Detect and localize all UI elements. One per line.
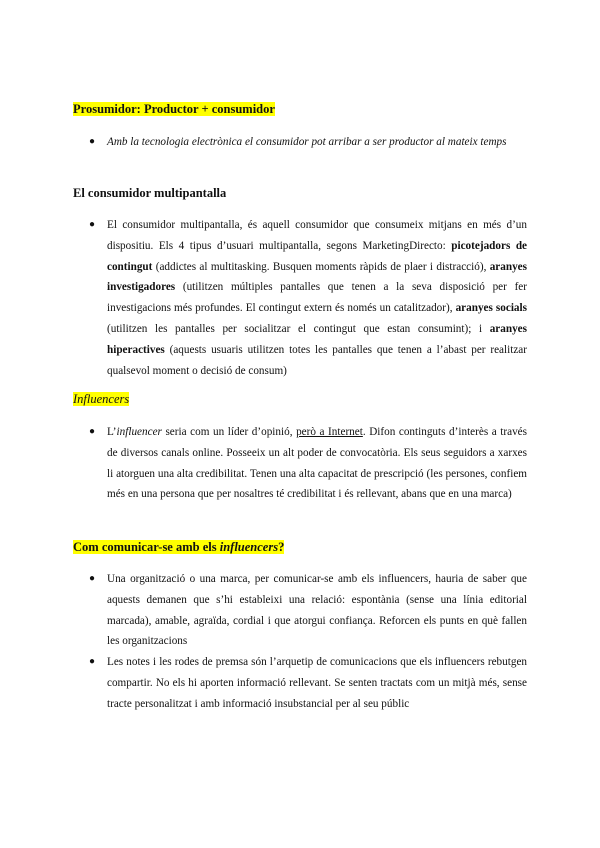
list-item-text: Amb la tecnologia electrònica el consumidor pot arribar a ser productor al mateix temps [107,136,507,148]
heading-comunicar-part-a: Com comunicar-se amb els [73,540,220,554]
list-item-influencers [88,422,528,505]
heading-influencers [73,391,129,407]
heading-influencers-text: Influencers [73,392,130,406]
text-run: (aquests usuaris utilitzen totes les pantalles que tenen a l’abast per realitzar qualsevol moment o decisió de consum) [107,343,527,377]
term-aranyes-hiperactives: aranyes hiperactives [107,322,527,356]
bullet-icon: ● [88,219,96,230]
heading-prosumidor [73,101,275,117]
list-item-comunicar [88,652,527,714]
term-picotejadors: picotejadors de contingut [107,239,528,273]
text-run: (addictes al multitasking. Busquen moments ràpids de plaer i distracció), [152,260,490,273]
heading-prosumidor-text: Prosumidor: Productor + consumidor [73,102,275,116]
list-item-text: Una organització o una marca, per comunicar-se amb els influencers, hauria de saber que aquests demanen que s’hi estableixi una relació: espontània (sense una línia editorial marcada), amable, agraïda, cordial i que atorgui confiança. Reforcen els punts en què fallen les organitzacions [107,573,527,648]
term-influencer: influencer [116,426,162,438]
heading-comunicar-part-c: ? [278,540,285,554]
text-run: L’ [107,426,117,438]
text-run: . Difon continguts d’interès a través de diversos canals online. Posseeix un alt poder de convocatòria. Els seus seguidors a xarxes li atorguen una alta credibilitat. Tenen una alta capacitat de prescripció (les persones, confiem més en una persona que per nosaltres té credibilitat i és rellevant, abans que en una marca) [107,426,528,501]
heading-multipantalla-text: El consumidor multipantalla [73,186,227,200]
bullet-icon: ● [88,573,96,584]
underlined-phrase: però a Internet [296,426,363,438]
text-run: seria com un líder d’opinió, [161,426,297,438]
text-run: El consumidor multipantalla, és aquell consumidor que consumeix mitjans en més d’un dispositiu. Els 4 tipus d’usuari multipantalla, segons MarketingDirecto: [107,219,527,252]
bullet-icon: ● [88,136,96,147]
term-aranyes-investigadores: aranyes investigadores [107,260,527,294]
heading-comunicar-part-b: influencers [219,540,279,554]
text-run: (utilitzen múltiples pantalles que tenen a la seva disposició per fer investigacions més profundes. El contingut extern és només un catalitzador), [107,281,527,315]
heading-comunicar [73,539,284,555]
term-aranyes-socials: aranyes socials [455,302,527,315]
list-item-multipantalla [88,215,528,381]
list-item-comunicar [88,569,527,652]
bullet-icon: ● [88,426,96,437]
bullet-icon: ● [88,656,96,667]
list-item-text: Les notes i les rodes de premsa són l’arquetip de comunicacions que els influencers rebutgen compartir. No els hi aporten informació rellevant. Se senten tractats com un mitjà més, sense tracte personalitzat i amb informació insubstancial per al seu públic [107,656,527,710]
heading-multipantalla [73,185,226,201]
heading-comunicar-text [73,540,284,554]
list-item-prosumidor [88,132,527,153]
text-run: (utilitzen les pantalles per socialitzar el contingut que estan consumint); i [107,322,490,335]
